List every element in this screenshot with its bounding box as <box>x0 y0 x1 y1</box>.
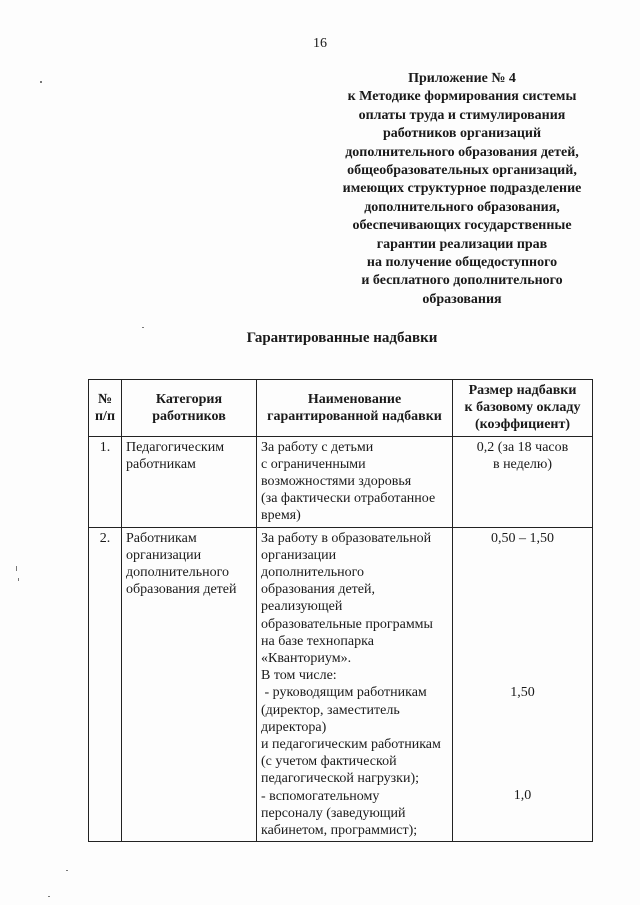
appendix-line: образования <box>422 291 502 307</box>
appendix-line: оплаты труда и стимулирования <box>358 107 566 123</box>
row-allowance-name: За работу с детьми с ограниченными возможностями здоровья (за фактически отработанное время) <box>257 436 453 527</box>
scan-speck <box>16 566 17 571</box>
header-allowance-size: Размер надбавки к базовому окладу (коэффициент) <box>453 380 593 437</box>
appendix-line: и бесплатного дополнительного <box>361 273 563 289</box>
row-allowance-value: 0,2 (за 18 часов в неделю) <box>453 436 593 527</box>
appendix-header <box>322 70 602 309</box>
value-managers: 1,50 <box>510 685 535 701</box>
row-category: Педагогическим работникам <box>122 436 257 527</box>
appendix-line: общеобразовательных организаций, <box>347 163 577 179</box>
value-support-staff: 1,0 <box>513 788 532 804</box>
appendix-line: работников организаций <box>382 126 542 142</box>
header-category: Категория работников <box>122 380 257 437</box>
page-number: 16 <box>313 36 327 51</box>
scan-speck <box>48 896 50 897</box>
scan-speck <box>142 327 144 328</box>
appendix-line: имеющих структурное подразделение <box>342 181 582 197</box>
row-allowance-value: 0,50 – 1,50 1,50 1,0 <box>453 527 593 842</box>
row-allowance-name: За работу в образовательной организации дополнительного образования детей, реализующей образовательные программы на базе технопарка «Кванториум». В том числе: - руководящим работникам (директор, заместитель директора) и педагогическим работникам (с учетом фактической педагогической нагрузки); - вспомогательному персоналу (заведующий кабинетом, программист); <box>257 527 453 842</box>
appendix-line: на получение общедоступного <box>366 255 558 271</box>
row-category: Работникам организации дополнительного образования детей <box>122 527 257 842</box>
appendix-line: дополнительного образования детей, <box>345 144 579 160</box>
table-row <box>89 527 593 842</box>
table-row <box>89 436 593 527</box>
appendix-line: к Методике формирования системы <box>347 89 577 105</box>
appendix-line: гарантии реализации прав <box>376 236 548 252</box>
appendix-line: обеспечивающих государственные <box>352 218 572 234</box>
appendix-line: дополнительного образования, <box>364 199 560 215</box>
header-allowance-name: Наименование гарантированной надбавки <box>257 380 453 437</box>
table-header-row <box>89 380 593 437</box>
row-number: 1. <box>89 436 122 527</box>
appendix-line: Приложение № 4 <box>408 71 516 86</box>
row-number: 2. <box>89 527 122 842</box>
scan-speck <box>18 578 19 581</box>
scan-speck <box>40 81 42 83</box>
allowances-table <box>88 379 593 842</box>
scan-speck <box>66 870 68 871</box>
header-number: № п/п <box>89 380 122 437</box>
document-title: Гарантированные надбавки <box>246 330 438 346</box>
